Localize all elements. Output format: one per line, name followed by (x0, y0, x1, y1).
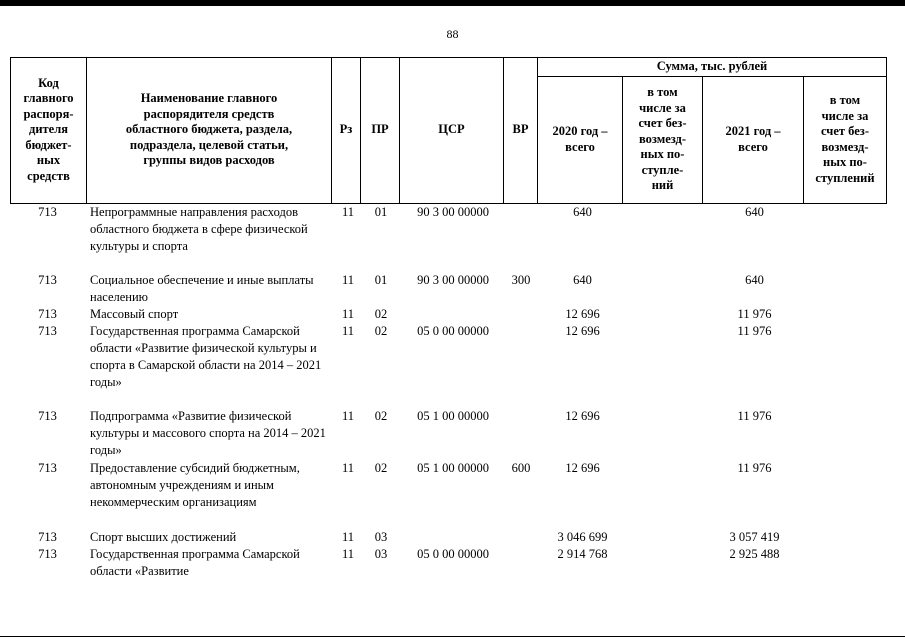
header-rz: Рз (339, 122, 353, 137)
row-csr: 90 3 00 00000 (417, 205, 489, 219)
row-name: Государственная программа Самарской области «Развитие физической культуры и спорта в Самарской области на 2014 – 2021 годы» (90, 324, 322, 389)
row-rz: 11 (341, 205, 355, 219)
row-name: Подпрограмма «Развитие физической культуры и массового спорта на 2014 – 2021 годы» (90, 409, 326, 457)
row-rz: 11 (341, 530, 355, 544)
row-vr: 300 (511, 273, 531, 287)
row-code: 713 (38, 461, 57, 475)
row-pr: 02 (374, 409, 388, 423)
row-code: 713 (38, 273, 57, 287)
header-sum: Сумма, тыс. рублей (656, 59, 768, 74)
header-border-right (886, 57, 887, 203)
row-csr: 05 1 00 00000 (417, 409, 489, 423)
top-border (0, 0, 905, 6)
row-name: Социальное обеспечение и иные выплаты населению (90, 273, 314, 304)
row-pr: 01 (374, 273, 388, 287)
header-csr: ЦСР (438, 122, 465, 137)
header-2020-total: 2020 год – всего (552, 124, 608, 154)
header-name: Наименование главного распорядителя средств областного бюджета, раздела, подраздела, целевой статьи, группы видов расходов (125, 91, 293, 168)
row-code: 713 (38, 307, 57, 321)
row-csr: 05 1 00 00000 (417, 461, 489, 475)
row-2021: 640 (745, 273, 764, 287)
row-2021: 640 (745, 205, 764, 219)
row-csr: 05 0 00 00000 (417, 547, 489, 561)
row-code: 713 (38, 324, 57, 338)
row-pr: 02 (374, 307, 388, 321)
row-2021: 11 976 (737, 409, 772, 423)
header-2021-total: 2021 год – всего (725, 124, 781, 154)
row-code: 713 (38, 530, 57, 544)
row-2020: 640 (573, 205, 592, 219)
header-vr: ВР (512, 122, 529, 137)
header-2021-grants: в том числе за счет без- возмезд- ных по- ступлений (815, 93, 875, 185)
row-pr: 03 (374, 547, 388, 561)
page-number: 88 (446, 27, 459, 41)
row-rz: 11 (341, 461, 355, 475)
row-rz: 11 (341, 547, 355, 561)
header-code: Код главного распоря- дителя бюджет- ных средств (23, 75, 74, 183)
row-code: 713 (38, 547, 57, 561)
row-2020: 12 696 (565, 324, 600, 338)
row-vr: 600 (511, 461, 531, 475)
row-2020: 3 046 699 (557, 530, 608, 544)
row-name: Предоставление субсидий бюджетным, автономным учреждениям и иным некоммерческим организациям (90, 461, 300, 509)
header-pr: ПР (371, 122, 389, 137)
header-2020-grants: в том числе за счет без- возмезд- ных по- ступле- ний (638, 85, 687, 193)
row-name: Государственная программа Самарской области «Развитие (90, 547, 300, 578)
row-2021: 2 925 488 (729, 547, 780, 561)
row-2021: 3 057 419 (729, 530, 780, 544)
row-2021: 11 976 (737, 461, 772, 475)
row-name: Непрограммные направления расходов областного бюджета в сфере физической культуры и спорта (90, 205, 308, 253)
row-2021: 11 976 (737, 307, 772, 321)
row-2021: 11 976 (737, 324, 772, 338)
row-2020: 12 696 (565, 461, 600, 475)
row-code: 713 (38, 205, 57, 219)
bottom-border (0, 636, 905, 637)
row-2020: 2 914 768 (557, 547, 608, 561)
row-rz: 11 (341, 307, 355, 321)
row-name: Массовый спорт (90, 307, 179, 321)
row-2020: 12 696 (565, 409, 600, 423)
row-pr: 03 (374, 530, 388, 544)
row-2020: 12 696 (565, 307, 600, 321)
row-name: Спорт высших достижений (90, 530, 237, 544)
row-csr: 90 3 00 00000 (417, 273, 489, 287)
row-rz: 11 (341, 324, 355, 338)
row-pr: 02 (374, 324, 388, 338)
row-2020: 640 (573, 273, 592, 287)
row-rz: 11 (341, 409, 355, 423)
row-rz: 11 (341, 273, 355, 287)
row-csr: 05 0 00 00000 (417, 324, 489, 338)
row-pr: 01 (374, 205, 388, 219)
row-code: 713 (38, 409, 57, 423)
row-pr: 02 (374, 461, 388, 475)
